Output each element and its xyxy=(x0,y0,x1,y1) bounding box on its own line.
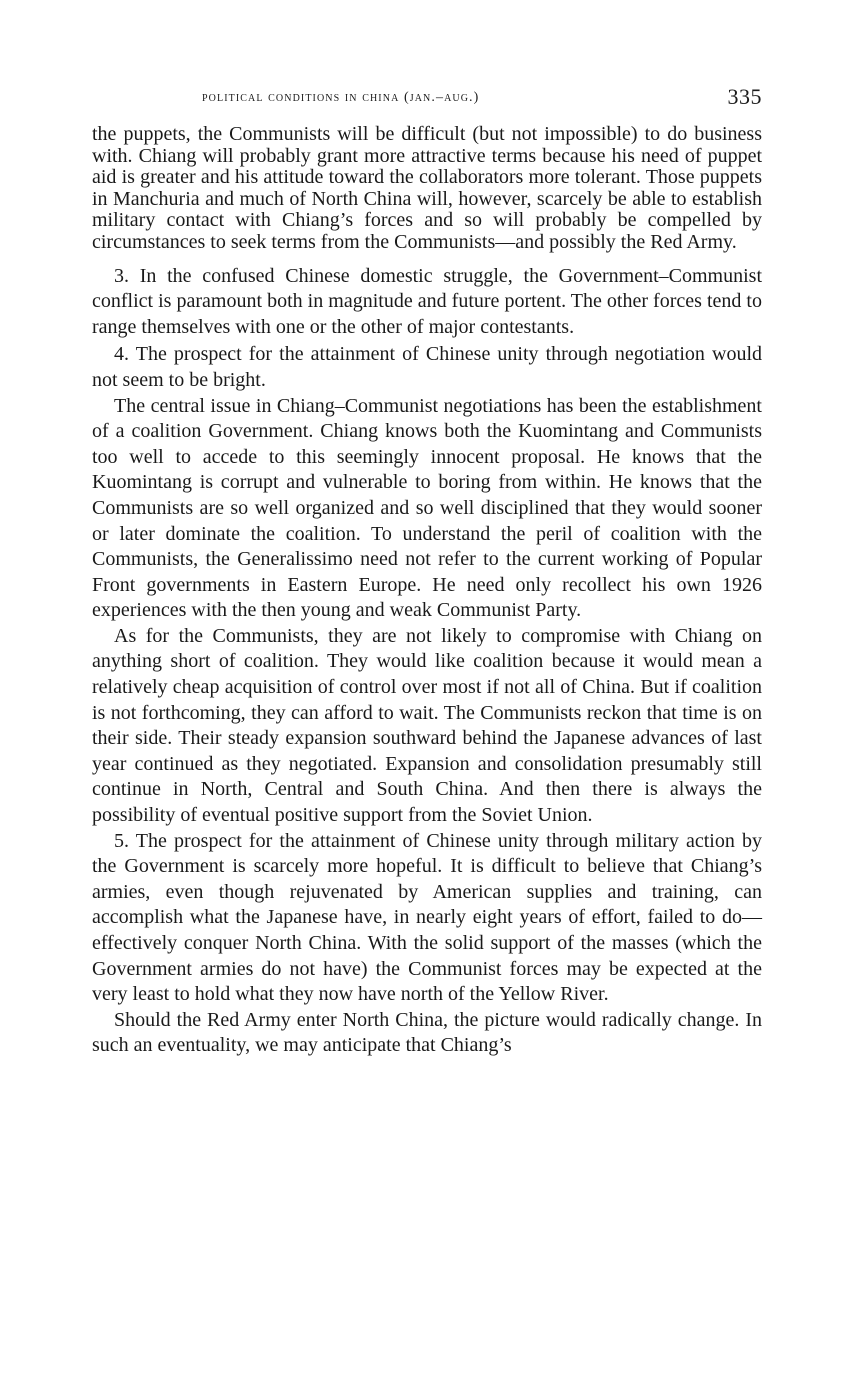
paragraph-central-issue: The central issue in Chiang–Communist negotiations has been the establishment of a coalition Government. Chiang knows both the Kuomintang and Communists too well to accede to this seemingly innocent proposal. He knows that the Kuomintang is corrupt and vulnerable to boring from within. He knows that the Communists are so well organized and so well disciplined that they would sooner or later dominate the coalition. To understand the peril of coalition with the Communists, the Generalissimo need not refer to the current working of Popular Front governments in Eastern Europe. He need only recollect his own 1926 experiences with the then young and weak Communist Party. xyxy=(92,394,762,622)
paragraph-point-5: 5. The prospect for the attainment of Chinese unity through military action by the Government is scarcely more hopeful. It is difficult to believe that Chiang’s armies, even though rejuvenated by American supplies and training, can accomplish what the Japanese have, in nearly eight years of effort, failed to do—effectively conquer North China. With the solid support of the masses (which the Government armies do not have) the Communist forces may be expected at the very least to hold what they now have north of the Yellow River. xyxy=(92,829,762,1006)
page-number: 335 xyxy=(727,84,762,109)
body-text xyxy=(92,124,762,1059)
paragraph-communists: As for the Communists, they are not likely to compromise with Chiang on anything short of coalition. They would like coalition because it would mean a relatively cheap acquisition of control over most if not all of China. But if coalition is not forthcoming, they can afford to wait. The Communists reckon that time is on their side. Their steady expansion southward behind the Japanese advances of last year continued as they negotiated. Expansion and consolidation presumably still continue in North, Central and South China. And then there is always the possibility of eventual positive support from the Soviet Union. xyxy=(92,624,762,827)
paragraph-point-4: 4. The prospect for the attainment of Chinese unity through negotiation would not seem to be bright. xyxy=(92,343,762,391)
paragraph-continuation: the puppets, the Communists will be difficult (but not impossible) to do business with. Chiang will probably grant more attractive terms because his need of puppet aid is greater and his attitude toward the collaborators more tolerant. Those puppets in Manchuria and much of North China will, however, scarcely be able to establish military contact with Chiang’s forces and so will probably be compelled by circumstances to seek terms from the Communists—and possibly the Red Army. xyxy=(92,123,762,253)
paragraph-red-army: Should the Red Army enter North China, the picture would radically change. In such an eventuality, we may anticipate that Chiang’s xyxy=(92,1008,762,1057)
running-header xyxy=(92,84,762,114)
running-title: political conditions in china (jan.–aug.) xyxy=(202,90,480,105)
paragraph-point-3: 3. In the confused Chinese domestic struggle, the Government–Communist conflict is paramount both in magnitude and future portent. The other forces tend to range themselves with one or the other of major contestants. xyxy=(92,264,762,338)
document-page xyxy=(92,84,762,1059)
